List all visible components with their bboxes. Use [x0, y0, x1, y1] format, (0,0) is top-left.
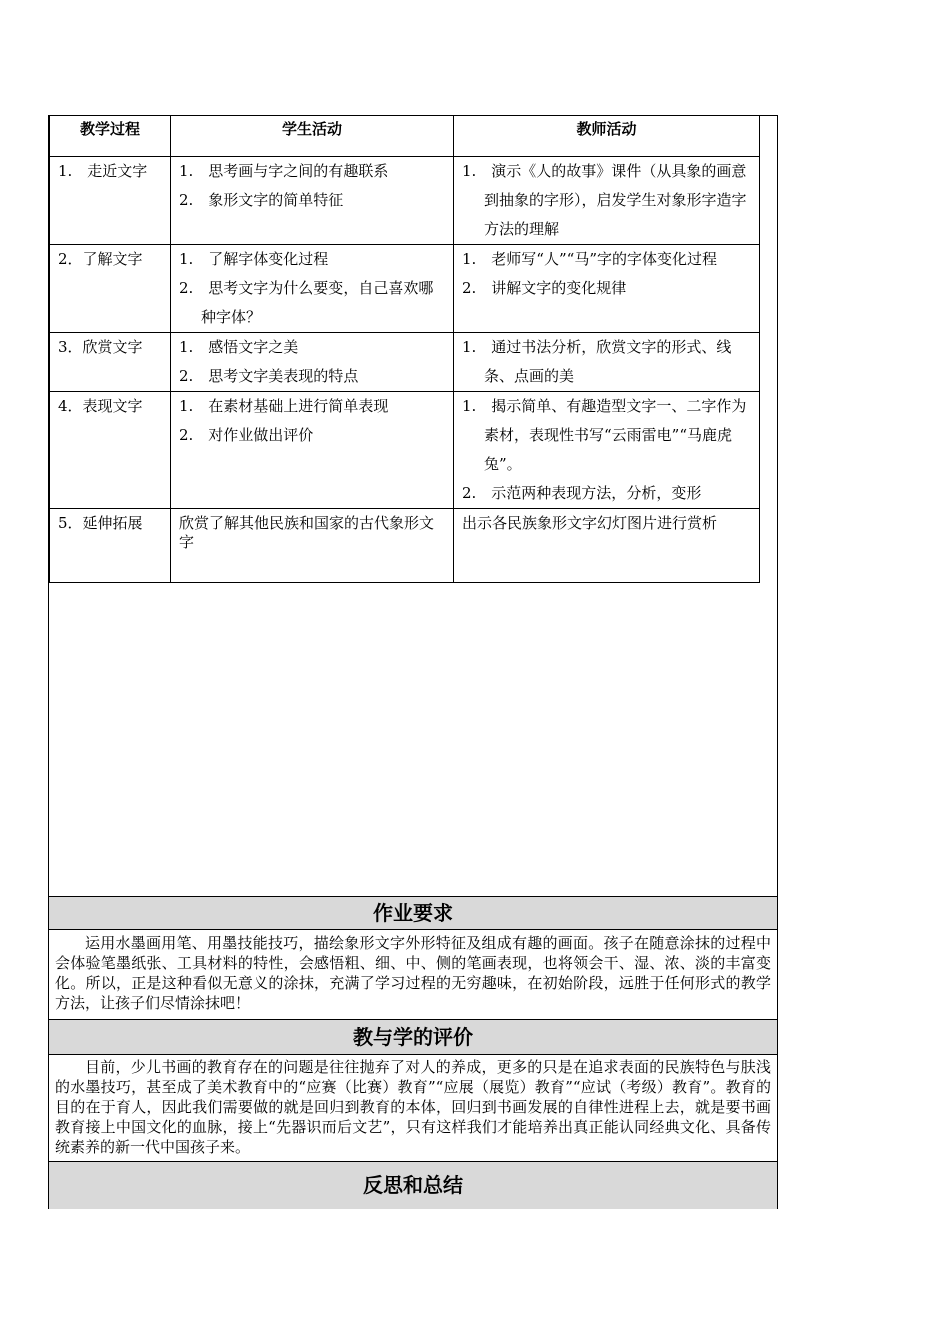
- stage-cell: 4．表现文字: [50, 392, 171, 509]
- list-item: 2. 象形文字的简单特征: [179, 191, 344, 209]
- teacher-activity-cell: [454, 245, 760, 333]
- list-item: 2. 思考文字美表现的特点: [179, 367, 359, 385]
- list-item: 1. 在素材基础上进行简单表现: [179, 397, 389, 415]
- list-item: 1. 了解字体变化过程: [179, 250, 329, 268]
- homework-title: 作业要求: [49, 896, 777, 930]
- list-item: 2. 对作业做出评价: [179, 426, 314, 444]
- student-activity-cell: [171, 392, 454, 509]
- stage-cell: 1. 走近文字: [50, 157, 171, 245]
- table-row: [50, 392, 760, 509]
- table-row: [50, 157, 760, 245]
- list-item: 2. 示范两种表现方法，分析，变形: [462, 484, 702, 502]
- column-header-student: 学生活动: [171, 116, 454, 157]
- list-item: 出示各民族象形文字幻灯图片进行赏析: [462, 514, 718, 532]
- list-item: 1. 思考画与字之间的有趣联系: [179, 162, 389, 180]
- table-row: [50, 509, 760, 583]
- stage-cell: 2．了解文字: [50, 245, 171, 333]
- list-item: 1. 演示《人的故事》课件（从具象的画意到抽象的字形），启发学生对象形字造字方法的理解: [462, 162, 747, 238]
- list-item: 1. 感悟文字之美: [179, 338, 299, 356]
- teaching-process-table: [49, 116, 760, 583]
- list-item: 1. 揭示简单、有趣造型文字一、二字作为素材，表现性书写“云雨雷电”“马鹿虎兔”。: [462, 397, 747, 473]
- teacher-activity-cell: [454, 157, 760, 245]
- table-header-row: [50, 116, 760, 157]
- homework-text: 运用水墨画用笔、用墨技能技巧，描绘象形文字外形特征及组成有趣的画面。孩子在随意涂抹的过程中会体验笔墨纸张、工具材料的特性，会感悟粗、细、中、侧的笔画表现，也将领会干、湿、浓、淡的丰富变化。所以，正是这种看似无意义的涂抹，充满了学习过程的无穷趣味，在初始阶段，远胜于任何形式的教学方法，让孩子们尽情涂抹吧！: [55, 934, 771, 1012]
- student-activity-cell: [171, 245, 454, 333]
- list-item: 2. 思考文字为什么要变，自己喜欢哪种字体？: [179, 279, 434, 326]
- stage-cell: 3．欣赏文字: [50, 333, 171, 392]
- student-activity-cell: [171, 157, 454, 245]
- teacher-activity-cell: [454, 392, 760, 509]
- table-row: [50, 333, 760, 392]
- student-activity-cell: [171, 333, 454, 392]
- list-item: 1. 老师写“人”“马”字的字体变化过程: [462, 250, 717, 268]
- column-header-teacher: 教师活动: [454, 116, 760, 157]
- column-header-process: 教学过程: [50, 116, 171, 157]
- stage-cell: 5．延伸拓展: [50, 509, 171, 583]
- list-item: 欣赏了解其他民族和国家的古代象形文字: [179, 514, 435, 551]
- evaluation-title: 教与学的评价: [49, 1019, 777, 1055]
- student-activity-cell: [171, 509, 454, 583]
- table-row: [50, 245, 760, 333]
- reflection-title: 反思和总结: [49, 1161, 777, 1209]
- lesson-plan-frame: [48, 115, 778, 1209]
- list-item: 1. 通过书法分析，欣赏文字的形式、线条、点画的美: [462, 338, 732, 385]
- teacher-activity-cell: [454, 509, 760, 583]
- teacher-activity-cell: [454, 333, 760, 392]
- list-item: 2. 讲解文字的变化规律: [462, 279, 627, 297]
- evaluation-text: 目前，少儿书画的教育存在的问题是往往抛弃了对人的养成，更多的只是在追求表面的民族特色与肤浅的水墨技巧，甚至成了美术教育中的“应赛（比赛）教育”“应展（展览）教育”“应试（考级）教育”。教育的目的在于育人，因此我们需要做的就是回归到教育的本体，回归到书画发展的自律性进程上去，就是要书画教育接上中国文化的血脉，接上“先器识而后文艺”，只有这样我们才能培养出真正能认同经典文化、具备传统素养的新一代中国孩子来。: [55, 1058, 771, 1156]
